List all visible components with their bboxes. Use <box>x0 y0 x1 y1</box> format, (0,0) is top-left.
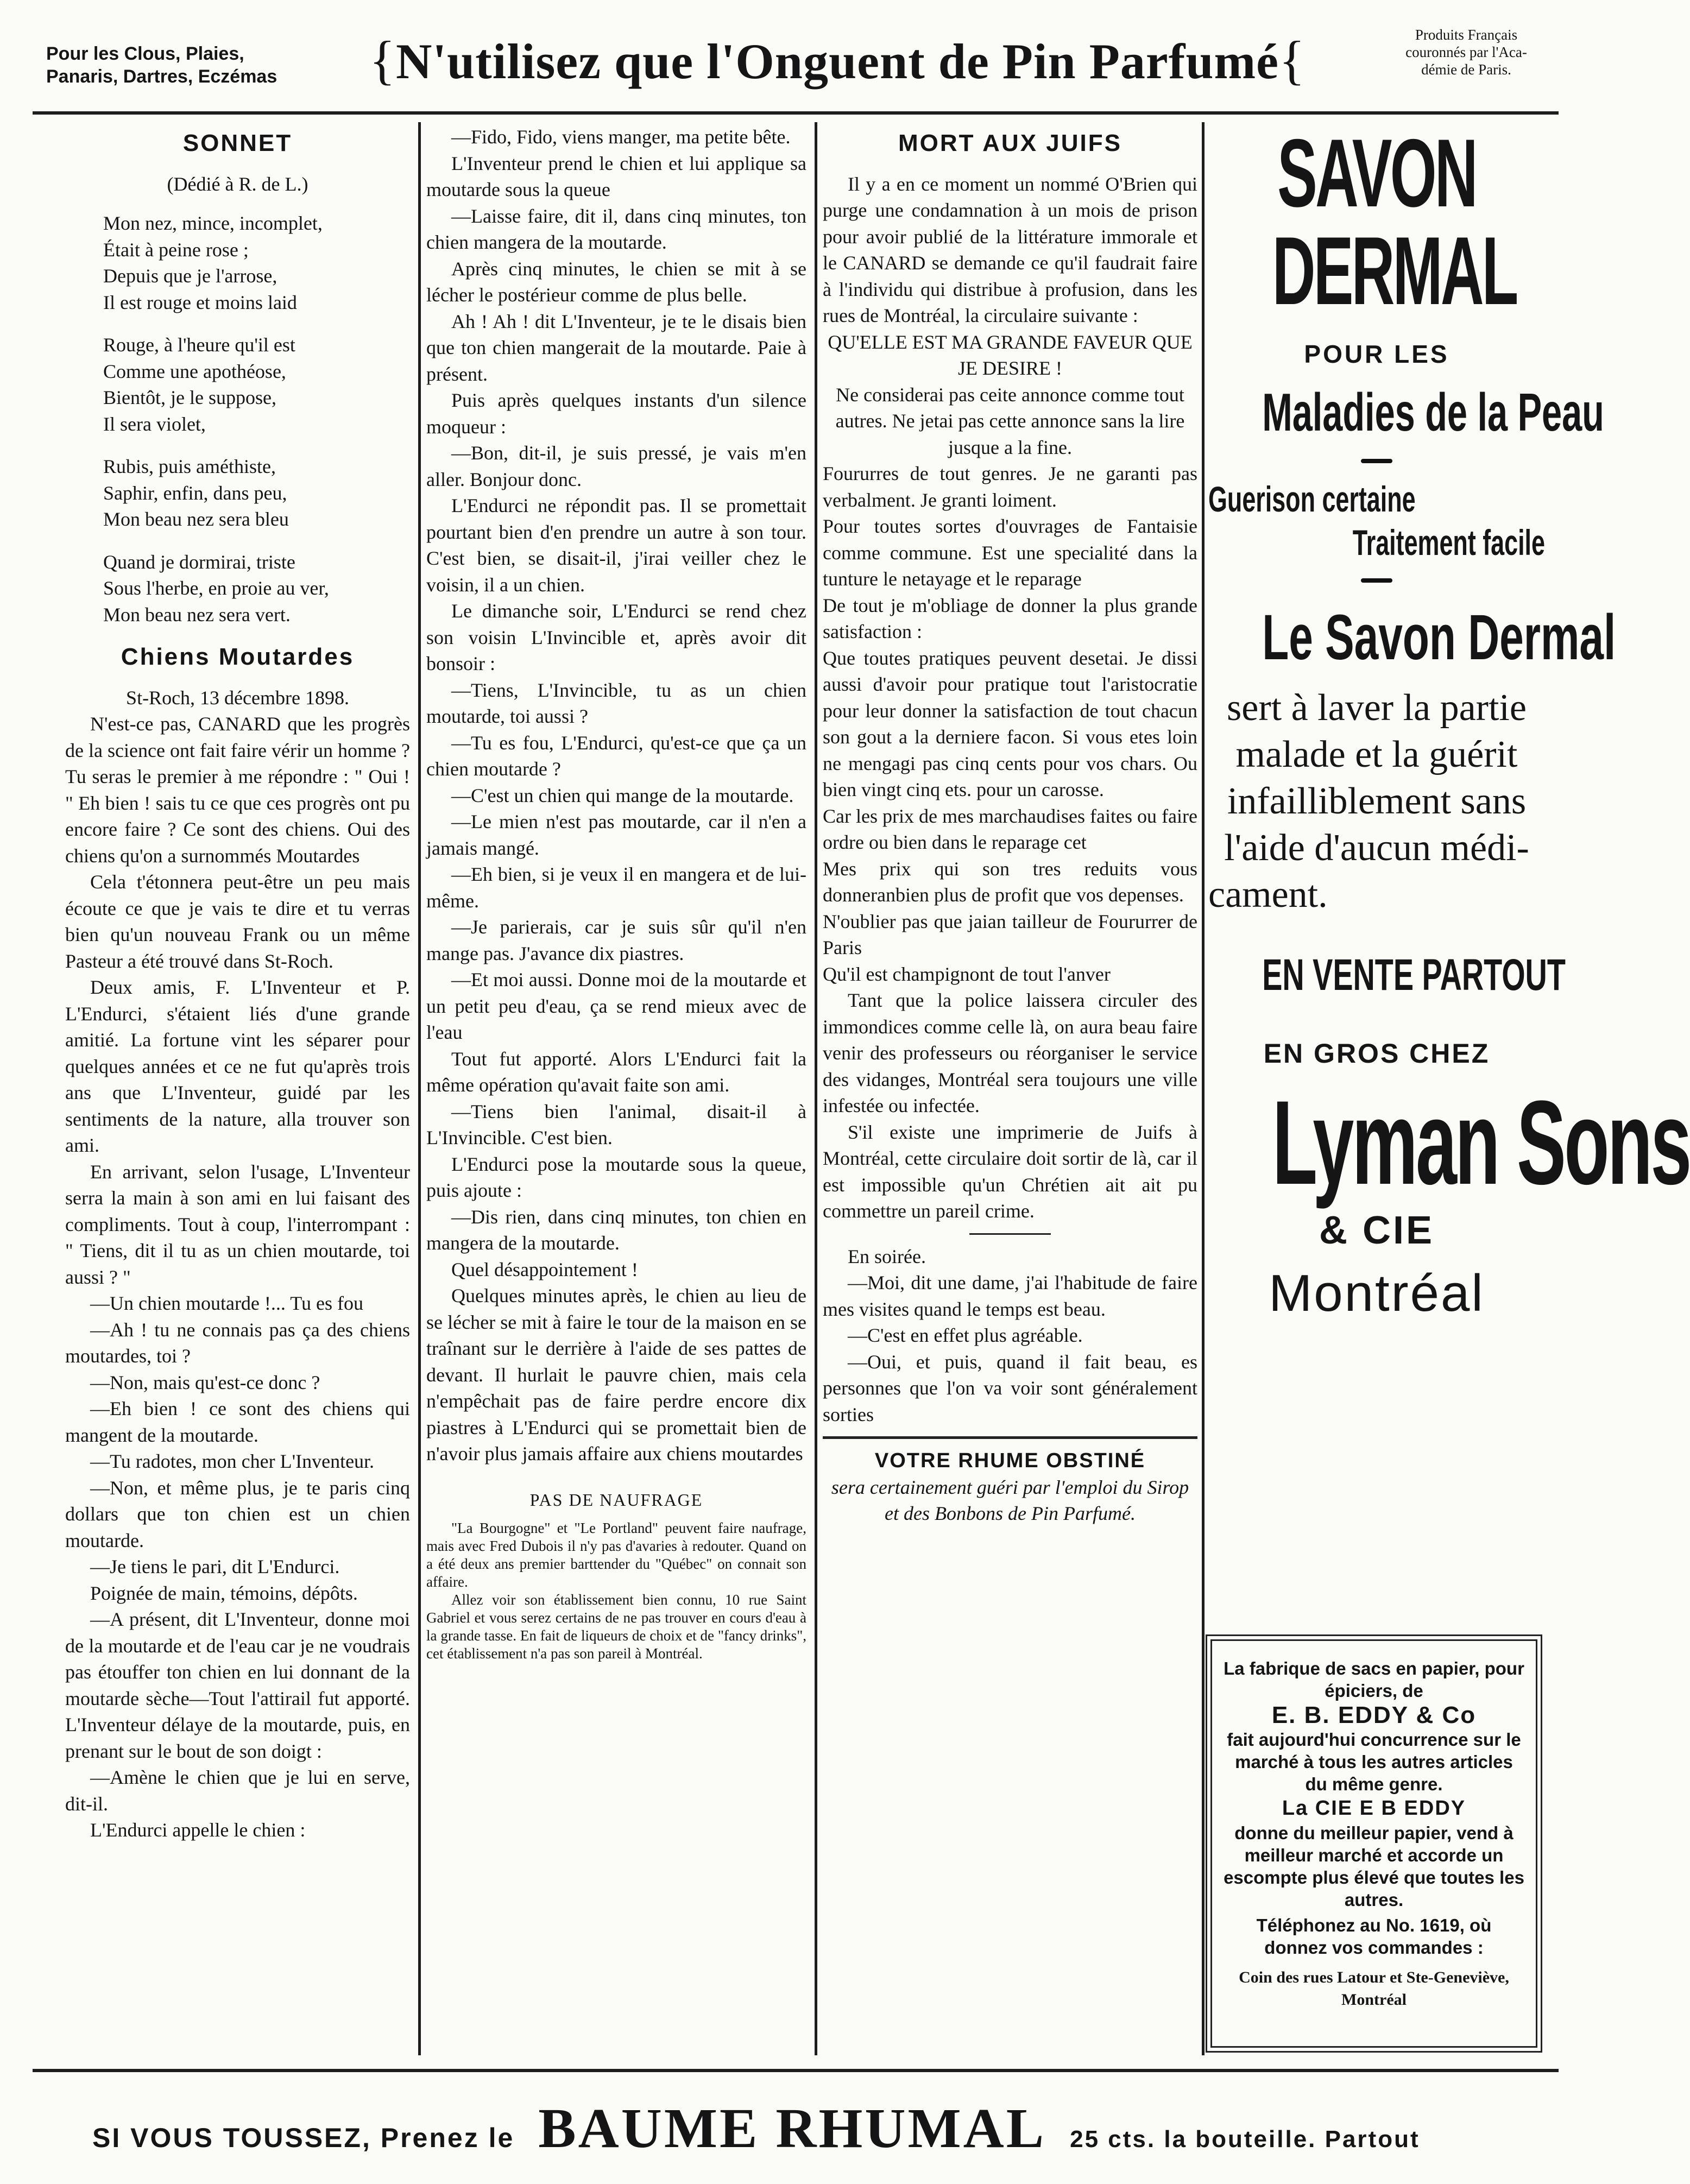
paragraph: —Tiens bien l'animal, disait-il à L'Invincible. C'est bien. <box>426 1100 806 1148</box>
sonnet-stanza <box>65 210 410 315</box>
eddy-line: La fabrique de sacs en papier, pour épiciers, de <box>1224 1658 1524 1701</box>
ad-lyman: Lyman Sons <box>1272 1076 1690 1209</box>
circular-line: Que toutes pratiques peuvent desetai. Je dissi aussi d'avoir pour pratique tout l'aristocratie pour leur donner la satisfaction de tout chacun son gout a la derniere facon. Si vous etes loin ne mengagi pas cinq cents pour vos chars. Ou bien vingt cinq ets. pour un carosse. <box>823 647 1197 800</box>
circular-line: Qu'il est champignont de tout l'anver <box>823 963 1111 985</box>
sonnet-title: SONNET <box>182 130 293 156</box>
bottom-right: 25 cts. la bouteille. Partout <box>1070 2126 1420 2153</box>
paragraph: Il y a en ce moment un nommé O'Brien qui purge une condamnation à un mois de prison pour avoir publié de la littérature immorale et le CANARD se demande ce qu'il faudrait faire à l'individu qui distribue à profusion, dans les rues de Montréal, la circulaire suivante : <box>823 173 1197 326</box>
eddy-ad <box>1206 1634 1542 2053</box>
poem-line: Rubis, puis améthiste, <box>103 456 276 477</box>
eddy-ad-inner <box>1210 1639 1537 2048</box>
paragraph: L'Inventeur prend le chien et lui applique sa moutarde sous la queue <box>426 152 806 200</box>
poem-line: Rouge, à l'heure qu'il est <box>103 334 295 356</box>
brace-decoration: { <box>1279 30 1306 90</box>
circular-line: Mes prix qui son tres reduits vous donneranbien plus de profit que vos depenses. <box>823 857 1197 906</box>
circular-line: De tout je m'obliage de donner la plus grande satisfaction : <box>823 594 1197 642</box>
paragraph: —A présent, dit L'Inventeur, donne moi de la moutarde et de l'eau car je ne voudrais pas étouffer ton chien en lui donnant de la moutarde sèche—Tout l'attirail fut apporté. L'Inventeur délaye de la moutarde, puis, en prenant sur le bout de son doigt : <box>65 1608 410 1762</box>
paragraph: —Et moi aussi. Donne moi de la moutarde et un petit peu d'eau, ça se rend mieux avec de l'eau <box>426 969 806 1043</box>
ad-body-line: cament. <box>1208 874 1328 916</box>
poem-line: Comme une apothéose, <box>103 360 286 382</box>
separator <box>823 1436 1197 1439</box>
paragraph: Deux amis, F. L'Inventeur et P. L'Endurci, s'étaient liés d'une grande amitié. La fortune vint les séparer pour quelques années et ce ne fut qu'après trois ans que L'Inventeur, guidé par les sentiments de la nature, alla trouver son ami. <box>65 976 410 1156</box>
top-right-ad-line: démie de Paris. <box>1421 61 1511 78</box>
eddy-company-short: La CIE E B EDDY <box>1282 1797 1466 1820</box>
column-rule <box>1202 122 1205 2055</box>
column-rule <box>815 122 817 2055</box>
top-left-ad <box>46 42 339 88</box>
paragraph: L'Endurci appelle le chien : <box>90 1819 306 1841</box>
sonnet-stanza <box>65 549 410 628</box>
top-right-ad-line: couronnés par l'Aca- <box>1405 44 1527 60</box>
paragraph: Quelques minutes après, le chien au lieu de se lécher se mit à faire le tour de la maison en se traînant sur le derrière à l'aide de ses pattes de devant. Il hurlait le pauvre chien, mais cela n'empêchait pas de faire perdre encore dix piastres à L'Endurci qui se promettait bien de n'avoir plus jamais affaire aux chiens moutardes <box>426 1285 806 1465</box>
poem-line: Il sera violet, <box>103 413 206 435</box>
ad-cie: & CIE <box>1319 1209 1435 1252</box>
paragraph: —Non, et même plus, je te paris cinq dollars que ton chien est un chien moutarde. <box>65 1476 410 1551</box>
circular-line: Ne considerai pas ceite annonce comme tout autres. Ne jetai pas cette annonce sans la lire jusque a la fine. <box>835 383 1185 458</box>
savon-dermal-ad <box>1208 117 1690 1632</box>
paragraph: Quel désappointement ! <box>451 1258 638 1280</box>
separator <box>969 1233 1051 1235</box>
ad-maladies: Maladies de la Peau <box>1262 382 1604 442</box>
paragraph: L'Endurci ne répondit pas. Il se promettait pourtant bien d'en prendre un autre à son tour. C'est bien, se disait-il, j'irai veiller chez le voisin, il a un chien. <box>426 495 806 596</box>
ad-body-line: sert à laver la partie <box>1227 687 1527 729</box>
eddy-line: fait aujourd'hui concurrence sur le marché à tous les autres articles du même genre. <box>1227 1729 1521 1794</box>
small-paragraph: Allez voir son établissement bien connu, 10 rue Saint Gabriel et vous serez certains de ne pas trouver en cours d'eau à la grande tasse. En fait de liqueurs de choix et de "fancy drinks", cet établissement n'a pas son pareil à Montréal. <box>426 1592 806 1662</box>
paragraph: —Eh bien, si je veux il en mangera et de lui-même. <box>426 863 806 912</box>
paragraph: —Tu es fou, L'Endurci, qu'est-ce que ça un chien moutarde ? <box>426 731 806 780</box>
chiens-title: Chiens Moutardes <box>121 643 355 670</box>
poem-line: Mon beau nez sera vert. <box>103 603 291 626</box>
paragraph: —Bon, dit-il, je suis pressé, je vais m'en aller. Bonjour donc. <box>426 442 806 490</box>
bottom-left: SI VOUS TOUSSEZ, Prenez le <box>92 2123 515 2153</box>
ad-city: Montréal <box>1269 1264 1485 1322</box>
paragraph: —C'est un chien qui mange de la moutarde. <box>451 784 794 806</box>
poem-line: Bientôt, je le suppose, <box>103 387 276 408</box>
circular-line: Car les prix de mes marchaudises faites ou faire ordre ou bien dans le reparage cet <box>823 805 1197 853</box>
poem-line: Mon beau nez sera bleu <box>103 508 289 530</box>
ad-en-vente: EN VENTE PARTOUT <box>1262 950 1566 1000</box>
ad-guerison: Guerison certaine <box>1208 479 1416 519</box>
paragraph: Poignée de main, témoins, dépôts. <box>90 1582 358 1604</box>
circular-line: Foururres de tout genres. Je ne garanti pas verbalment. Je granti loiment. <box>823 463 1197 511</box>
poem-line: Mon nez, mince, incomplet, <box>103 212 323 234</box>
poem-line: Il est rouge et moins laid <box>103 291 297 313</box>
paragraph: —Laisse faire, dit il, dans cinq minutes, ton chien mangera de la moutarde. <box>426 205 806 253</box>
column-1 <box>65 124 410 2054</box>
paragraph: —Un chien moutarde !... Tu es fou <box>90 1292 363 1314</box>
poem-line: Sous l'herbe, en proie au ver, <box>103 577 329 599</box>
poem-line: Quand je dormirai, triste <box>103 551 295 573</box>
paragraph: Cela t'étonnera peut-être un peu mais écoute ce que je vais te dire et tu verras bien qu'un nouveau Frank ou un même Pasteur a été trouvé dans St-Roch. <box>65 871 410 972</box>
ad-title-line: DERMAL <box>1272 217 1517 325</box>
ad-dash <box>1361 578 1392 583</box>
paragraph: —Fido, Fido, viens manger, ma petite bête. <box>451 126 791 148</box>
ad-le-savon: Le Savon Dermal <box>1262 602 1616 673</box>
top-right-ad <box>1377 26 1556 78</box>
headline-prefix: N'utilisez que <box>396 34 694 89</box>
circular-line: N'oublier pas que jaian tailleur de Foururrer de Paris <box>823 910 1197 958</box>
ad-body-line: infailliblement sans <box>1227 780 1527 822</box>
column-3 <box>823 124 1197 2054</box>
column-rule <box>418 122 421 2055</box>
paragraph: —Amène le chien que je lui en serve, dit-il. <box>65 1766 410 1815</box>
paragraph: Après cinq minutes, le chien se mit à se lécher le postérieur comme de plus belle. <box>426 257 806 306</box>
paragraph: —Je tiens le pari, dit L'Endurci. <box>90 1556 340 1577</box>
paragraph: Puis après quelques instants d'un silence moqueur : <box>426 389 806 438</box>
eddy-line: Téléphonez au No. 1619, où donnez vos commandes : <box>1256 1915 1492 1958</box>
paragraph: L'Endurci pose la moutarde sous la queue, puis ajoute : <box>426 1153 806 1201</box>
ad-title-line: SAVON <box>1277 119 1476 227</box>
top-left-ad-line: Pour les Clous, Plaies, <box>46 43 244 64</box>
paragraph: —C'est en effet plus agréable. <box>848 1324 1083 1346</box>
bottom-banner <box>92 2096 1559 2161</box>
sonnet-stanza <box>65 453 410 533</box>
rhume-title: VOTRE RHUME OBSTINÉ <box>874 1449 1146 1472</box>
rhume-text: sera certainement guéri par l'emploi du Sirop et des Bonbons de Pin Parfumé. <box>831 1476 1189 1524</box>
paragraph: —Ah ! tu ne connais pas ça des chiens moutardes, toi ? <box>65 1318 410 1367</box>
paragraph: —Tiens, L'Invincible, tu as un chien moutarde, toi aussi ? <box>426 679 806 727</box>
brace-decoration: { <box>369 30 396 90</box>
small-paragraph: "La Bourgogne" et "Le Portland" peuvent faire naufrage, mais avec Fred Dubois il n'y pas d'avaries à redouter. Quand on a été deux ans premier barttender du "Québec" on connait son affaire. <box>426 1520 806 1590</box>
column-2 <box>426 124 806 2054</box>
bottom-brand: BAUME RHUMAL <box>538 2097 1046 2160</box>
paragraph: Tout fut apporté. Alors L'Endurci fait la même opération qu'avait faite son ami. <box>426 1047 806 1096</box>
paragraph: —Je parierais, car je suis sûr qu'il n'en mange pas. J'avance dix piastres. <box>426 916 806 964</box>
ad-dash <box>1361 459 1392 463</box>
ad-traitement: Traitement facile <box>1352 522 1545 563</box>
top-right-ad-line: Produits Français <box>1415 27 1518 43</box>
ad-body-line: l'aide d'aucun médi- <box>1224 827 1529 869</box>
circular-line: Pour toutes sortes d'ouvrages de Fantaisie comme commune. Est une specialité dans la tunture le netayage et le reparage <box>823 515 1197 590</box>
paragraph: En arrivant, selon l'usage, L'Inventeur serra la main à son ami en lui faisant des compliments. Tout à coup, l'interrompant : " Tiens, dit il tu as un chien moutarde, toi aussi ? " <box>65 1160 410 1288</box>
paragraph: N'est-ce pas, CANARD que les progrès de la science ont fait faire vérir un homme ? Tu seras le premier à me répondre : " Oui ! " Eh bien ! sais tu ce que ces progrès ont pu encore faire ? Ce sont des chiens. Oui des chiens qu'on a surnommés Moutardes <box>65 713 410 867</box>
top-headline <box>369 30 1363 91</box>
poem-line: Depuis que je l'arrose, <box>103 265 278 287</box>
top-rule <box>33 111 1559 115</box>
ad-pour: POUR LES <box>1304 340 1449 368</box>
paragraph: —Oui, et puis, quand il fait beau, es personnes que l'on va voir sont généralement sorties <box>823 1350 1197 1425</box>
paragraph: Le dimanche soir, L'Endurci se rend chez son voisin L'Invincible et, après avoir dit bonsoir : <box>426 600 806 674</box>
headline-main: l'Onguent de Pin Parfumé <box>707 34 1279 89</box>
top-left-ad-line: Panaris, Dartres, Eczémas <box>46 66 278 87</box>
eddy-line: donne du meilleur papier, vend à meilleur marché et accorde un escompte plus élevé que toutes les autres. <box>1224 1823 1524 1910</box>
paragraph: —Dis rien, dans cinq minutes, ton chien en mangera de la moutarde. <box>426 1205 806 1254</box>
paragraph: —Non, mais qu'est-ce donc ? <box>90 1371 320 1393</box>
eddy-address: Coin des rues Latour et Ste-Geneviève, Montréal <box>1239 1968 1509 2009</box>
ad-en-gros: EN GROS CHEZ <box>1263 1038 1490 1069</box>
paragraph: —Le mien n'est pas moutarde, car il n'en a jamais mangé. <box>426 811 806 859</box>
poem-line: Était à peine rose ; <box>103 238 249 261</box>
paragraph: Tant que la police laissera circuler des immondices comme celle là, on aura beau faire venir des professeurs ou réorganiser le service des vidanges, Montréal sera toujours une ville infestée ou infectée. <box>823 989 1197 1116</box>
bottom-rule <box>33 2069 1559 2072</box>
paragraph: —Tu radotes, mon cher L'Inventeur. <box>90 1450 375 1472</box>
paragraph: Ah ! Ah ! dit L'Inventeur, je te le disais bien que ton chien mangerait de la moutarde. Paie à présent. <box>426 310 806 385</box>
sonnet-stanza <box>65 332 410 437</box>
sonnet-dedication: (Dédié à R. de L.) <box>167 173 308 195</box>
paragraph: —Moi, dit une dame, j'ai l'habitude de faire mes visites quand le temps est beau. <box>823 1272 1197 1320</box>
dateline: St-Roch, 13 décembre 1898. <box>126 686 349 709</box>
naufrage-title: PAS DE NAUFRAGE <box>529 1489 703 1510</box>
eddy-company: E. B. EDDY & Co <box>1271 1702 1477 1728</box>
paragraph: S'il existe une imprimerie de Juifs à Montréal, cette circulaire doit sortir de là, car il est impossible qu'un Chrétien ait ait pu commettre un pareil crime. <box>823 1121 1197 1222</box>
ad-body-line: malade et la guérit <box>1235 734 1518 775</box>
paragraph: —Eh bien ! ce sont des chiens qui mangent de la moutarde. <box>65 1398 410 1446</box>
poem-line: Saphir, enfin, dans peu, <box>103 482 287 504</box>
paragraph: En soirée. <box>848 1245 926 1267</box>
mort-title: MORT AUX JUIFS <box>898 130 1122 156</box>
circular-line: QU'ELLE EST MA GRANDE FAVEUR QUE JE DESIRE ! <box>828 331 1193 379</box>
